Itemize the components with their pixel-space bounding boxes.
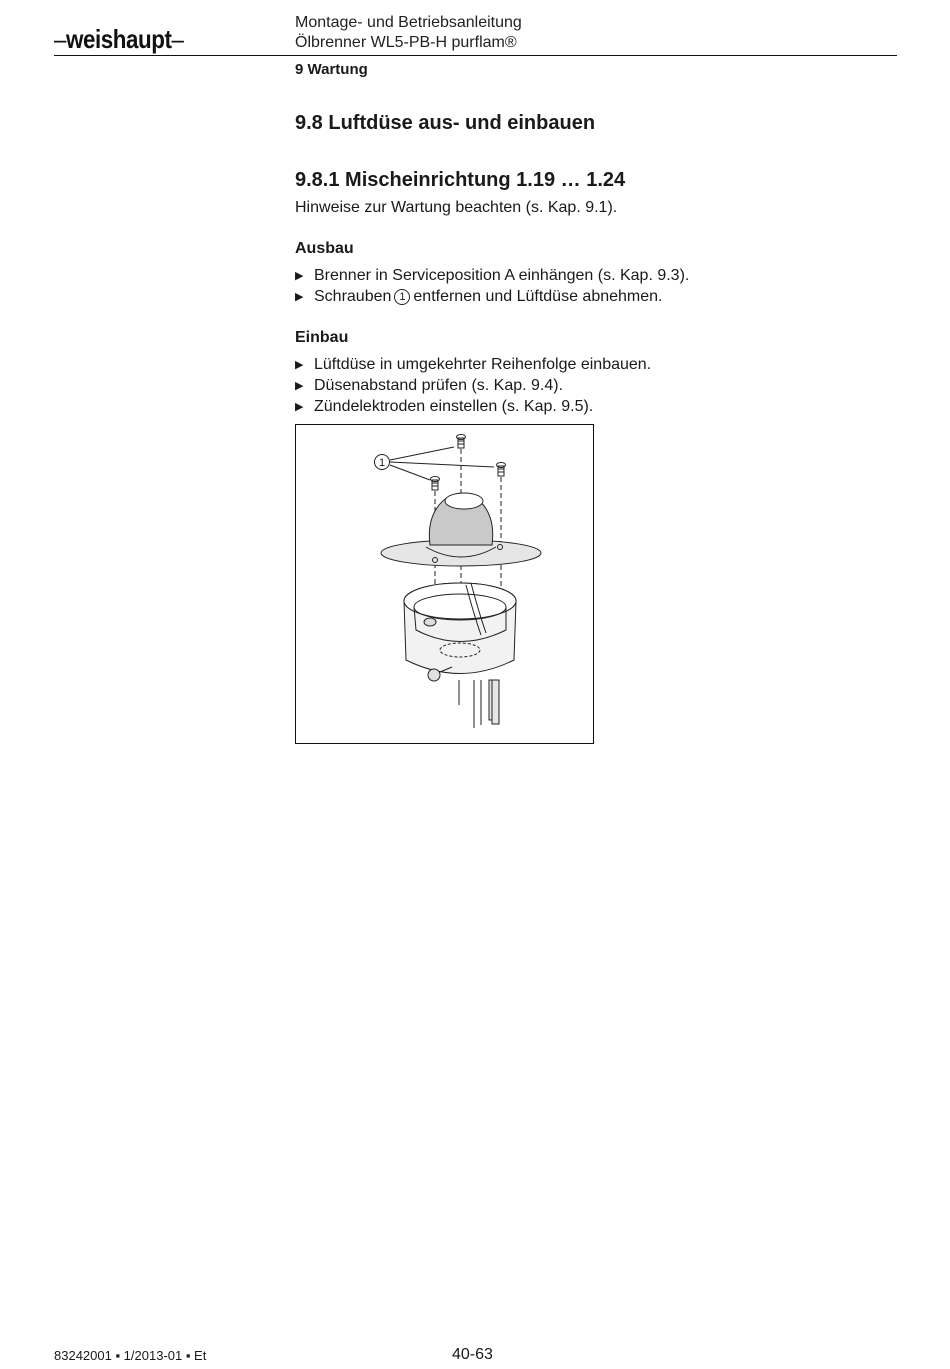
bullet-arrow-icon: ▶ [295, 380, 304, 392]
page-number: 40-63 [452, 1346, 493, 1363]
list-item: ▶ Düsenabstand prüfen (s. Kap. 9.4). [295, 377, 564, 394]
list-item: ▶ Brenner in Serviceposition A einhängen (s. Kap. 9.3). [295, 267, 690, 284]
document-reference: 83242001 ▪ 1/2013-01 ▪ Et [54, 1348, 207, 1363]
bullet-arrow-icon: ▶ [295, 401, 304, 413]
bullet-arrow-icon: ▶ [295, 291, 304, 303]
air-nozzle-figure [295, 424, 594, 744]
document-title: Montage- und Betriebsanleitung [295, 14, 522, 31]
intro-text: Hinweise zur Wartung beachten (s. Kap. 9.1). [295, 199, 618, 216]
ausbau-title: Ausbau [295, 240, 354, 257]
bullet-arrow-icon: ▶ [295, 359, 304, 371]
logo-text: weishaupt [66, 24, 172, 54]
chapter-label: 9 Wartung [295, 61, 368, 78]
header-divider [54, 55, 897, 56]
screw-top [457, 435, 466, 449]
list-item: ▶ Zündelektroden einstellen (s. Kap. 9.5). [295, 398, 594, 415]
reference-number-badge: 1 [394, 289, 410, 305]
weishaupt-logo: –weishaupt– [54, 24, 184, 54]
einbau-title: Einbau [295, 329, 349, 346]
list-item: ▶ Lüftdüse in umgekehrter Reihenfolge einbauen. [295, 356, 652, 373]
product-name: Ölbrenner WL5-PB-H purflam® [295, 34, 517, 51]
list-item: ▶ Schrauben 1 entfernen und Lüftdüse abnehmen. [295, 288, 663, 305]
subsection-heading: 9.8.1 Mischeinrichtung 1.19 … 1.24 [295, 169, 626, 191]
section-heading: 9.8 Luftdüse aus- und einbauen [295, 112, 596, 134]
einbau-steps [295, 355, 651, 418]
ausbau-steps [295, 266, 689, 308]
callout-number: 1 [378, 457, 386, 469]
air-nozzle-assembly-icon [296, 425, 593, 743]
bullet-arrow-icon: ▶ [295, 270, 304, 282]
